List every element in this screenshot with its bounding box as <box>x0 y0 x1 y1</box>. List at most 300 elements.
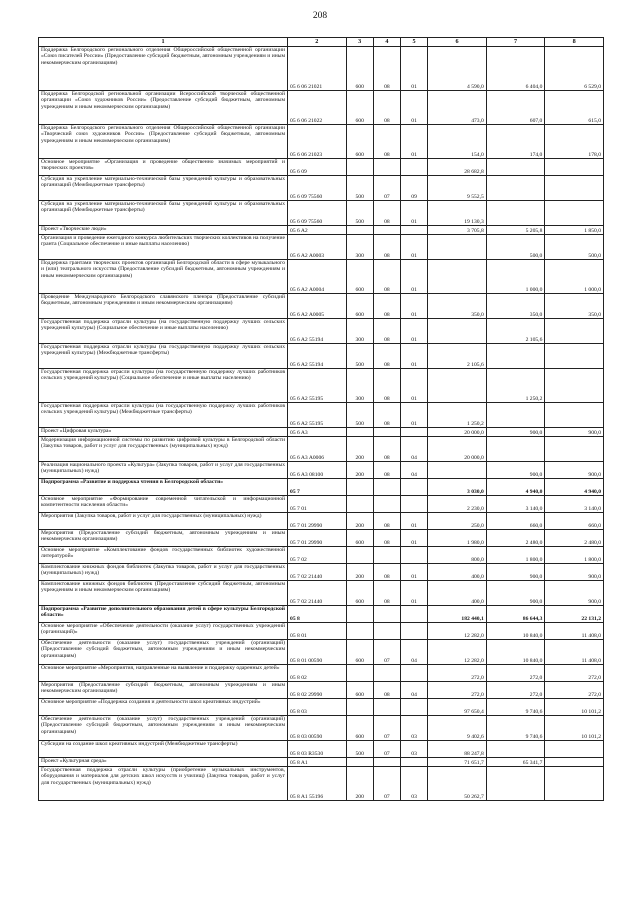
row-col5-cell: 01 <box>401 513 428 530</box>
row-col6-cell: 9 552,5 <box>428 176 487 201</box>
row-col5-cell <box>401 226 428 235</box>
row-col7-cell <box>486 767 545 801</box>
row-col6-cell: 2 230,0 <box>428 496 487 513</box>
row-col7-cell: 2 105,6 <box>486 319 545 344</box>
table-row <box>39 462 604 479</box>
table-row <box>39 606 604 623</box>
header-cell: 6 <box>428 38 487 47</box>
table-row <box>39 716 604 741</box>
row-code-cell: 05 8 01 00590 <box>288 640 347 665</box>
row-name-cell: Подпрограмма «Развитие и поддержка чтения в Белгородской области» <box>39 479 288 496</box>
header-cell: 3 <box>346 38 373 47</box>
row-name-cell: Государственная поддержка отрасли культуры (на государственную поддержку лучших работников сельских учреждений культуры) (Межбюджетные трансферты) <box>39 403 288 428</box>
row-col6-cell <box>428 260 487 294</box>
row-col7-cell: 900,0 <box>486 428 545 437</box>
row-col5-cell: 01 <box>401 260 428 294</box>
row-name-cell: Основное мероприятие «Мероприятия, направленные на выявление и поддержку одаренных детей» <box>39 665 288 682</box>
row-col8-cell <box>545 741 604 758</box>
table-row <box>39 479 604 496</box>
row-col5-cell: 01 <box>401 91 428 125</box>
row-col4-cell: 08 <box>373 513 400 530</box>
table-row <box>39 235 604 260</box>
row-col3-cell: 500 <box>346 403 373 428</box>
row-col6-cell: 800,0 <box>428 547 487 564</box>
row-col7-cell: 86 644,3 <box>486 606 545 623</box>
row-col7-cell <box>486 159 545 176</box>
row-col7-cell: 9 740,6 <box>486 716 545 741</box>
row-col4-cell: 08 <box>373 530 400 547</box>
row-col7-cell: 1 000,0 <box>486 260 545 294</box>
row-col3-cell: 600 <box>346 47 373 91</box>
table-row <box>39 564 604 581</box>
row-col3-cell: 600 <box>346 640 373 665</box>
row-code-cell: 05 6 A3 A0006 <box>288 437 347 462</box>
row-name-cell: Проект «Культурная среда» <box>39 758 288 767</box>
row-col7-cell: 10 840,0 <box>486 640 545 665</box>
row-col4-cell: 08 <box>373 462 400 479</box>
row-col7-cell: 660,0 <box>486 513 545 530</box>
row-col6-cell: 272,0 <box>428 682 487 699</box>
table-row <box>39 699 604 716</box>
row-col5-cell <box>401 159 428 176</box>
row-code-cell: 05 7 01 29990 <box>288 513 347 530</box>
table-row <box>39 530 604 547</box>
row-code-cell: 05 7 02 21440 <box>288 564 347 581</box>
row-col4-cell: 08 <box>373 91 400 125</box>
row-col8-cell: 11 408,0 <box>545 640 604 665</box>
row-col6-cell: 28 682,8 <box>428 159 487 176</box>
row-code-cell: 05 6 09 75560 <box>288 176 347 201</box>
row-col5-cell: 01 <box>401 344 428 369</box>
row-name-cell: Комплектование книжных фондов библиотек (Предоставление субсидий бюджетным, автономным учреждениям и иным некоммерческим организациям) <box>39 581 288 606</box>
row-col4-cell <box>373 479 400 496</box>
row-col5-cell: 01 <box>401 294 428 319</box>
row-col5-cell: 04 <box>401 437 428 462</box>
row-col6-cell: 88 247,8 <box>428 741 487 758</box>
row-code-cell: 05 8 A1 55196 <box>288 767 347 801</box>
table-row <box>39 758 604 767</box>
row-col8-cell: 615,0 <box>545 91 604 125</box>
row-col8-cell <box>545 758 604 767</box>
row-name-cell: Субсидии на создание школ креативных индустрий (Межбюджетные трансферты) <box>39 741 288 758</box>
row-col4-cell: 08 <box>373 344 400 369</box>
row-name-cell: Государственная поддержка отрасли культуры (приобретение музыкальных инструментов, оборудования и материалов для детских школ искусств и училищ) (Закупка товаров, работ и услуг для государственных (муниципальных) нужд) <box>39 767 288 801</box>
row-col5-cell: 01 <box>401 403 428 428</box>
row-name-cell: Подпрограмма «Развитие дополнительного образования детей в сфере культуры Белгородской области» <box>39 606 288 623</box>
row-col5-cell: 01 <box>401 125 428 159</box>
row-col7-cell: 2 480,0 <box>486 530 545 547</box>
row-name-cell: Государственная поддержка отрасли культуры (на государственную поддержку лучших работников сельских учреждений культуры) (Социальное обеспечение и иные выплаты населению) <box>39 369 288 403</box>
row-col8-cell: 3 140,0 <box>545 496 604 513</box>
row-col3-cell: 600 <box>346 530 373 547</box>
row-col7-cell: 65 341,7 <box>486 758 545 767</box>
row-col3-cell <box>346 665 373 682</box>
row-col4-cell: 08 <box>373 47 400 91</box>
row-name-cell: Основное мероприятие «Формирование современной читательской и информационной компетентности населения области» <box>39 496 288 513</box>
row-col6-cell: 20 000,0 <box>428 437 487 462</box>
row-col6-cell: 272,0 <box>428 665 487 682</box>
table-row <box>39 344 604 369</box>
row-col3-cell <box>346 479 373 496</box>
row-col8-cell: 272,0 <box>545 665 604 682</box>
row-name-cell: Мероприятия (Предоставление субсидий бюджетным, автономным учреждениям и иным некоммерческим организациям) <box>39 682 288 699</box>
row-col7-cell: 10 840,0 <box>486 623 545 640</box>
row-code-cell: 05 6 09 <box>288 159 347 176</box>
row-code-cell: 05 7 02 <box>288 547 347 564</box>
row-col8-cell <box>545 201 604 226</box>
row-col3-cell: 600 <box>346 260 373 294</box>
row-col7-cell: 1 250,2 <box>486 369 545 403</box>
row-col3-cell: 600 <box>346 581 373 606</box>
budget-table <box>38 37 604 801</box>
row-col3-cell: 500 <box>346 201 373 226</box>
row-col6-cell: 2 105,6 <box>428 344 487 369</box>
row-code-cell: 05 8 02 29990 <box>288 682 347 699</box>
row-code-cell: 05 7 02 21440 <box>288 581 347 606</box>
header-cell: 5 <box>401 38 428 47</box>
row-col6-cell: 50 262,7 <box>428 767 487 801</box>
row-col5-cell: 01 <box>401 564 428 581</box>
row-col6-cell: 1 980,0 <box>428 530 487 547</box>
table-row <box>39 403 604 428</box>
row-col3-cell: 200 <box>346 462 373 479</box>
row-col4-cell <box>373 159 400 176</box>
row-col6-cell: 4 590,0 <box>428 47 487 91</box>
row-col8-cell <box>545 344 604 369</box>
row-col7-cell: 900,0 <box>486 581 545 606</box>
row-code-cell: 05 8 02 <box>288 665 347 682</box>
row-col3-cell <box>346 159 373 176</box>
row-code-cell: 05 6 A2 55194 <box>288 319 347 344</box>
row-name-cell: Поддержка грантами творческих проектов организаций Белгородской области в сфере музыкального и (или) театрального искусства (Предоставление субсидий бюджетным, автономным учреждениям и иным некоммерческим организациям) <box>39 260 288 294</box>
row-code-cell: 05 6 A2 A0004 <box>288 260 347 294</box>
row-code-cell: 05 6 A2 <box>288 226 347 235</box>
row-col4-cell: 08 <box>373 437 400 462</box>
row-col6-cell: 71 651,7 <box>428 758 487 767</box>
row-col6-cell: 97 650,4 <box>428 699 487 716</box>
row-col7-cell <box>486 403 545 428</box>
row-col5-cell <box>401 547 428 564</box>
row-code-cell: 05 6 A2 55194 <box>288 344 347 369</box>
row-col8-cell: 900,0 <box>545 564 604 581</box>
row-col4-cell: 08 <box>373 564 400 581</box>
row-col8-cell: 1 800,0 <box>545 547 604 564</box>
row-name-cell: Субсидия на укрепление материально-технической базы учреждений культуры и образовательных организаций (Межбюджетные трансферты) <box>39 176 288 201</box>
row-col4-cell: 08 <box>373 260 400 294</box>
row-code-cell: 05 7 01 29990 <box>288 530 347 547</box>
row-col8-cell <box>545 403 604 428</box>
row-code-cell: 05 6 06 21021 <box>288 47 347 91</box>
row-col8-cell: 500,0 <box>545 235 604 260</box>
row-col3-cell: 500 <box>346 176 373 201</box>
table-row <box>39 369 604 403</box>
row-col8-cell <box>545 159 604 176</box>
table-row <box>39 640 604 665</box>
row-col4-cell <box>373 699 400 716</box>
row-col6-cell: 12 282,0 <box>428 640 487 665</box>
table-row <box>39 496 604 513</box>
row-code-cell: 05 8 <box>288 606 347 623</box>
table-row <box>39 159 604 176</box>
row-col7-cell: 4 940,0 <box>486 479 545 496</box>
row-code-cell: 05 8 03 <box>288 699 347 716</box>
row-code-cell: 05 6 09 75560 <box>288 201 347 226</box>
row-col6-cell: 19 130,3 <box>428 201 487 226</box>
row-col6-cell <box>428 462 487 479</box>
row-col6-cell <box>428 235 487 260</box>
table-row <box>39 513 604 530</box>
row-col8-cell: 1 000,0 <box>545 260 604 294</box>
row-code-cell: 05 7 <box>288 479 347 496</box>
row-name-cell: Основное мероприятие «Комплектование фондов государственных библиотек художественной литературой» <box>39 547 288 564</box>
row-col5-cell: 01 <box>401 235 428 260</box>
row-col4-cell: 08 <box>373 125 400 159</box>
row-code-cell: 05 6 A2 A0003 <box>288 235 347 260</box>
header-cell: 2 <box>288 38 347 47</box>
row-col5-cell: 04 <box>401 682 428 699</box>
row-name-cell: Поддержка Белгородской региональной организации Всероссийской творческой общественной организации «Союз художников России» (Предоставление субсидий бюджетным, автономным учреждениям и иным некоммерческим организациям) <box>39 91 288 125</box>
row-code-cell: 05 6 06 21022 <box>288 91 347 125</box>
table-row <box>39 176 604 201</box>
row-col3-cell: 300 <box>346 235 373 260</box>
row-col8-cell: 6 529,0 <box>545 47 604 91</box>
row-col4-cell: 08 <box>373 319 400 344</box>
row-col6-cell: 3 705,8 <box>428 226 487 235</box>
row-col7-cell: 5 205,8 <box>486 226 545 235</box>
table-row <box>39 437 604 462</box>
row-name-cell: Проект «Творческие люди» <box>39 226 288 235</box>
page-number: 208 <box>312 11 328 21</box>
row-col8-cell <box>545 437 604 462</box>
row-code-cell: 05 6 A3 08100 <box>288 462 347 479</box>
row-col5-cell <box>401 758 428 767</box>
row-col3-cell: 200 <box>346 513 373 530</box>
row-col5-cell: 03 <box>401 767 428 801</box>
row-col6-cell: 1 250,2 <box>428 403 487 428</box>
row-col4-cell <box>373 623 400 640</box>
row-col3-cell: 600 <box>346 91 373 125</box>
row-col8-cell: 4 940,0 <box>545 479 604 496</box>
row-col5-cell <box>401 665 428 682</box>
table-row <box>39 547 604 564</box>
table-row <box>39 428 604 437</box>
row-col6-cell: 473,0 <box>428 91 487 125</box>
header-cell: 4 <box>373 38 400 47</box>
row-col7-cell: 1 800,0 <box>486 547 545 564</box>
row-col7-cell: 6 404,0 <box>486 47 545 91</box>
row-col7-cell <box>486 201 545 226</box>
row-col3-cell <box>346 758 373 767</box>
row-col3-cell <box>346 623 373 640</box>
row-col5-cell: 01 <box>401 369 428 403</box>
row-col5-cell: 01 <box>401 201 428 226</box>
row-col6-cell: 182 440,1 <box>428 606 487 623</box>
row-col7-cell <box>486 176 545 201</box>
row-col8-cell <box>545 176 604 201</box>
row-col8-cell: 11 408,0 <box>545 623 604 640</box>
row-name-cell: Обеспечение деятельности (оказание услуг) государственных учреждений (организаций) (Предоставление субсидий бюджетным, автономным учреждениям и иным некоммерческим организациям) <box>39 716 288 741</box>
table-row <box>39 623 604 640</box>
row-col3-cell: 600 <box>346 125 373 159</box>
row-col3-cell <box>346 606 373 623</box>
row-col4-cell: 08 <box>373 581 400 606</box>
row-col4-cell <box>373 606 400 623</box>
row-name-cell: Основное мероприятие «Организация и проведение общественно значимых мероприятий и творческих проектов» <box>39 159 288 176</box>
row-col3-cell <box>346 226 373 235</box>
table-header-row <box>39 38 604 47</box>
row-name-cell: Проведение Международного Белгородского славянского пленэра (Предоставление субсидий бюджетным, автономным учреждениям и иным некоммерческим организациям) <box>39 294 288 319</box>
row-col5-cell: 09 <box>401 176 428 201</box>
row-col5-cell <box>401 699 428 716</box>
table-row <box>39 226 604 235</box>
row-col7-cell: 9 740,6 <box>486 699 545 716</box>
row-col5-cell <box>401 623 428 640</box>
row-col4-cell <box>373 665 400 682</box>
row-name-cell: Государственная поддержка отрасли культуры (на государственную поддержку лучших сельских учреждений культуры) (Социальное обеспечение и иные выплаты населению) <box>39 319 288 344</box>
row-col6-cell: 3 030,0 <box>428 479 487 496</box>
row-col8-cell: 350,0 <box>545 294 604 319</box>
row-col8-cell <box>545 369 604 403</box>
row-code-cell: 05 6 A2 55195 <box>288 403 347 428</box>
row-col4-cell: 07 <box>373 640 400 665</box>
row-col3-cell: 600 <box>346 716 373 741</box>
row-name-cell: Комплектование книжных фондов библиотек (Закупка товаров, работ и услуг для государственных (муниципальных) нужд) <box>39 564 288 581</box>
row-code-cell: 05 6 06 21023 <box>288 125 347 159</box>
header-cell: 8 <box>545 38 604 47</box>
row-col8-cell <box>545 319 604 344</box>
row-col4-cell: 08 <box>373 294 400 319</box>
row-name-cell: Мероприятия (Закупка товаров, работ и услуг для государственных (муниципальных) нужд) <box>39 513 288 530</box>
row-name-cell: Основное мероприятие «Обеспечение деятельности (оказание услуг) государственных учреждений (организаций)» <box>39 623 288 640</box>
row-col8-cell: 10 101,2 <box>545 699 604 716</box>
row-name-cell: Поддержка Белгородского регионального отделения Общероссийской общественной организации «Союз писателей России» (Предоставление субсидий бюджетным, автономным учреждениям и иным некоммерческим организациям) <box>39 47 288 91</box>
row-col8-cell: 1 850,0 <box>545 226 604 235</box>
table-row <box>39 581 604 606</box>
row-col7-cell: 350,0 <box>486 294 545 319</box>
row-col3-cell <box>346 428 373 437</box>
row-col5-cell <box>401 496 428 513</box>
row-col6-cell: 12 282,0 <box>428 623 487 640</box>
table-row <box>39 741 604 758</box>
row-col5-cell: 03 <box>401 741 428 758</box>
row-col7-cell: 3 140,0 <box>486 496 545 513</box>
row-col4-cell <box>373 428 400 437</box>
row-col4-cell: 08 <box>373 235 400 260</box>
row-col3-cell <box>346 699 373 716</box>
row-col3-cell: 500 <box>346 344 373 369</box>
row-col8-cell: 272,0 <box>545 682 604 699</box>
row-col8-cell <box>545 767 604 801</box>
row-name-cell: Субсидия на укрепление материально-технической базы учреждений культуры и образовательных организаций (Межбюджетные трансферты) <box>39 201 288 226</box>
table-row <box>39 767 604 801</box>
table-row <box>39 260 604 294</box>
row-col6-cell <box>428 319 487 344</box>
row-col8-cell: 660,0 <box>545 513 604 530</box>
row-name-cell: Основное мероприятие «Поддержка создания и деятельности школ креативных индустрий» <box>39 699 288 716</box>
row-code-cell: 05 8 01 <box>288 623 347 640</box>
row-code-cell: 05 8 A1 <box>288 758 347 767</box>
row-code-cell: 05 6 A2 A0005 <box>288 294 347 319</box>
table-row <box>39 91 604 125</box>
row-col3-cell: 600 <box>346 294 373 319</box>
row-code-cell: 05 6 A2 55195 <box>288 369 347 403</box>
row-col7-cell: 607,0 <box>486 91 545 125</box>
row-col7-cell <box>486 344 545 369</box>
row-col4-cell <box>373 547 400 564</box>
row-name-cell: Модернизация информационной системы по развитию цифровой культуры в Белгородской области (Закупка товаров, работ и услуг для государственных (муниципальных) нужд) <box>39 437 288 462</box>
row-name-cell: Мероприятия (Предоставление субсидий бюджетным, автономным учреждениям и иным некоммерческим организациям) <box>39 530 288 547</box>
table-row <box>39 665 604 682</box>
row-col4-cell <box>373 226 400 235</box>
row-col5-cell <box>401 428 428 437</box>
row-col6-cell: 400,0 <box>428 564 487 581</box>
table-row <box>39 47 604 91</box>
row-col4-cell: 08 <box>373 403 400 428</box>
table-row <box>39 682 604 699</box>
row-col8-cell: 900,0 <box>545 462 604 479</box>
row-col6-cell: 400,0 <box>428 581 487 606</box>
row-col3-cell: 200 <box>346 564 373 581</box>
row-name-cell: Поддержка Белгородского регионального отделения Общероссийской общественной организации «Творческий союз художников России» (Предоставление субсидий бюджетным, автономным учреждениям и иным некоммерческим организациям) <box>39 125 288 159</box>
row-col3-cell: 200 <box>346 437 373 462</box>
row-col6-cell: 9 402,6 <box>428 716 487 741</box>
row-col6-cell <box>428 369 487 403</box>
row-col4-cell: 07 <box>373 741 400 758</box>
table-row <box>39 125 604 159</box>
row-name-cell: Проект «Цифровая культура» <box>39 428 288 437</box>
row-col4-cell: 07 <box>373 716 400 741</box>
row-col6-cell: 20 000,0 <box>428 428 487 437</box>
row-col3-cell: 300 <box>346 369 373 403</box>
table-row <box>39 294 604 319</box>
row-code-cell: 05 6 A3 <box>288 428 347 437</box>
row-col3-cell <box>346 496 373 513</box>
row-col5-cell: 03 <box>401 716 428 741</box>
row-name-cell: Государственная поддержка отрасли культуры (на государственную поддержку лучших сельских учреждений культуры) (Межбюджетные трансферты) <box>39 344 288 369</box>
row-col7-cell <box>486 437 545 462</box>
row-col4-cell: 07 <box>373 176 400 201</box>
row-col3-cell <box>346 547 373 564</box>
row-code-cell: 05 8 03 00590 <box>288 716 347 741</box>
row-col3-cell: 300 <box>346 319 373 344</box>
table-row <box>39 201 604 226</box>
row-col8-cell: 10 101,2 <box>545 716 604 741</box>
row-col8-cell: 2 480,0 <box>545 530 604 547</box>
row-col4-cell <box>373 496 400 513</box>
row-col8-cell: 900,0 <box>545 428 604 437</box>
row-col7-cell: 272,0 <box>486 682 545 699</box>
row-col7-cell: 500,0 <box>486 235 545 260</box>
row-col6-cell: 154,0 <box>428 125 487 159</box>
row-col4-cell <box>373 758 400 767</box>
row-col4-cell: 08 <box>373 682 400 699</box>
header-cell: 1 <box>39 38 288 47</box>
row-col6-cell: 350,0 <box>428 294 487 319</box>
row-col7-cell: 900,0 <box>486 462 545 479</box>
row-col5-cell <box>401 479 428 496</box>
row-code-cell: 05 7 01 <box>288 496 347 513</box>
row-col7-cell: 272,0 <box>486 665 545 682</box>
header-cell: 7 <box>486 38 545 47</box>
row-col3-cell: 500 <box>346 741 373 758</box>
row-col5-cell: 01 <box>401 47 428 91</box>
row-col5-cell: 04 <box>401 462 428 479</box>
row-name-cell: Реализация национального проекта «Культура» (Закупка товаров, работ и услуг для государственных (муниципальных) нужд) <box>39 462 288 479</box>
row-col3-cell: 200 <box>346 767 373 801</box>
row-col7-cell <box>486 741 545 758</box>
row-col5-cell: 01 <box>401 581 428 606</box>
row-col4-cell: 08 <box>373 369 400 403</box>
